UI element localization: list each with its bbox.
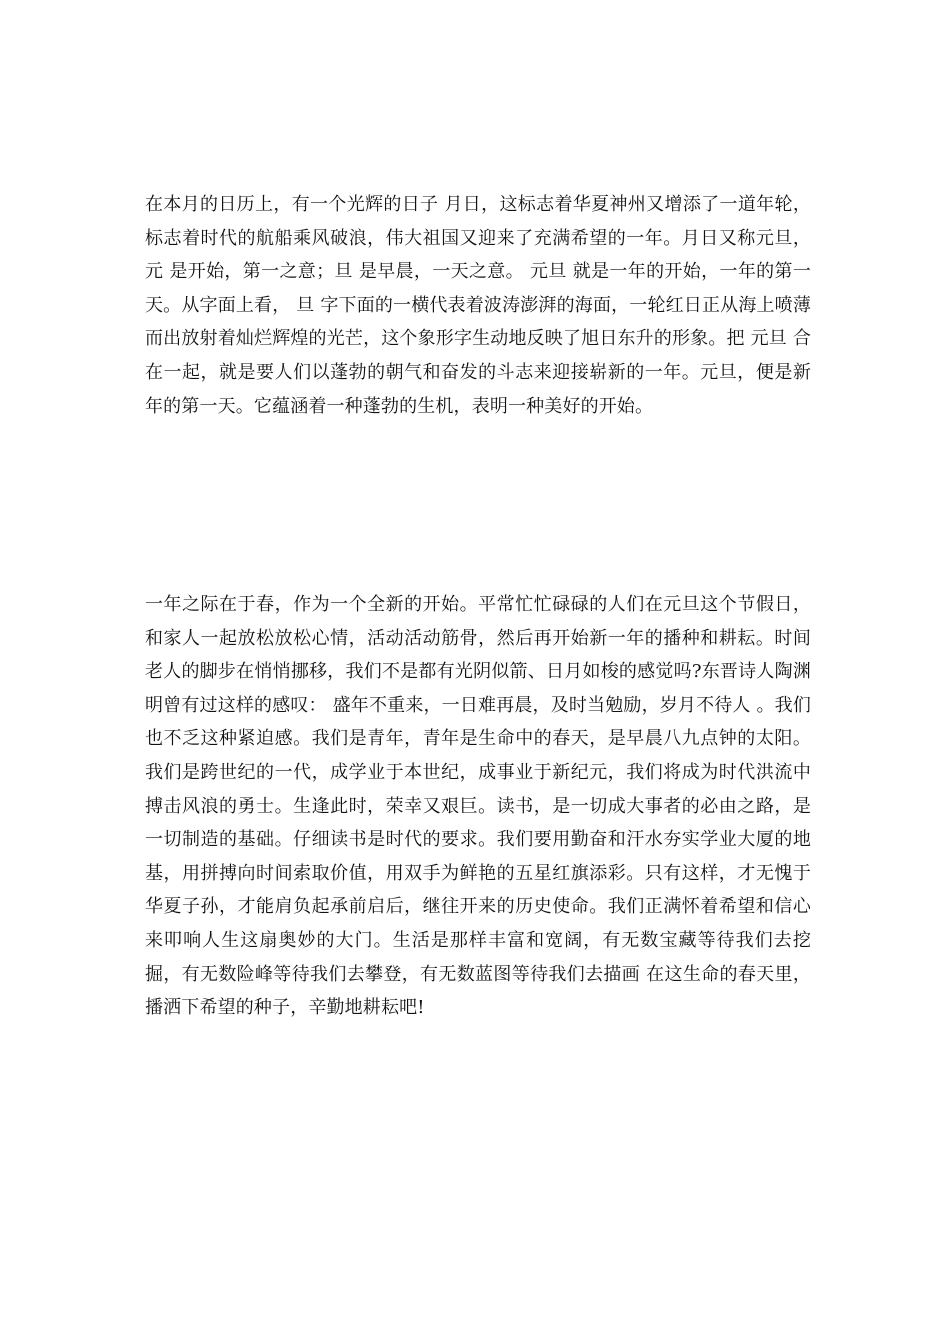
paragraph-new-year-meaning: 在本月的日历上，有一个光辉的日子 月日，这标志着华夏神州又增添了一道年轮，标志着时代的航船乘风破浪，伟大祖国又迎来了充满希望的一年。月日又称元旦， 元 是开始，第一之意；旦 是早晨，一天之意。 元旦 就是一年的开始，一年的第一天。从字面上看， 旦 字下面的一横代表着波涛澎湃的海面，一轮红日正从海上喷薄而出放射着灿烂辉煌的光芒，这个象形字生动地反映了旭日东升的形象。把 元旦 合在一起，就是要人们以蓬勃的朝气和奋发的斗志来迎接崭新的一年。元旦，便是新年的第一天。它蕴涵着一种蓬勃的生机，表明一种美好的开始。	[145, 194, 811, 417]
paragraph-spring-youth: 一年之际在于春，作为一个全新的开始。平常忙忙碌碌的人们在元旦这个节假日，和家人一起放松放松心情，活动活动筋骨，然后再开始新一年的播种和耕耘。时间老人的脚步在悄悄挪移，我们不是都有光阴似箭、日月如梭的感觉吗?东晋诗人陶渊明曾有过这样的感叹： 盛年不重来，一日难再晨，及时当勉励，岁月不待人 。我们也不乏这种紧迫感。我们是青年，青年是生命中的春天，是早晨八九点钟的太阳。我们是跨世纪的一代，成学业于本世纪，成事业于新纪元，我们将成为时代洪流中搏击风浪的勇士。生逢此时，荣幸又艰巨。读书，是一切成大事者的必由之路，是一切制造的基础。仔细读书是时代的要求。我们要用勤奋和汗水夯实学业大厦的地基，用拼搏向时间索取价值，用双手为鲜艳的五星红旗添彩。只有这样，才无愧于华夏子孙，才能肩负起承前启后，继往开来的历史使命。我们正满怀着希望和信心来叩响人生这扇奥妙的大门。生活是那样丰富和宽阔，有无数宝藏等待我们去挖掘，有无数险峰等待我们去攀登，有无数蓝图等待我们去描画 在这生命的春天里，播洒下希望的种子，辛勤地耕耘吧!	[145, 594, 811, 1019]
